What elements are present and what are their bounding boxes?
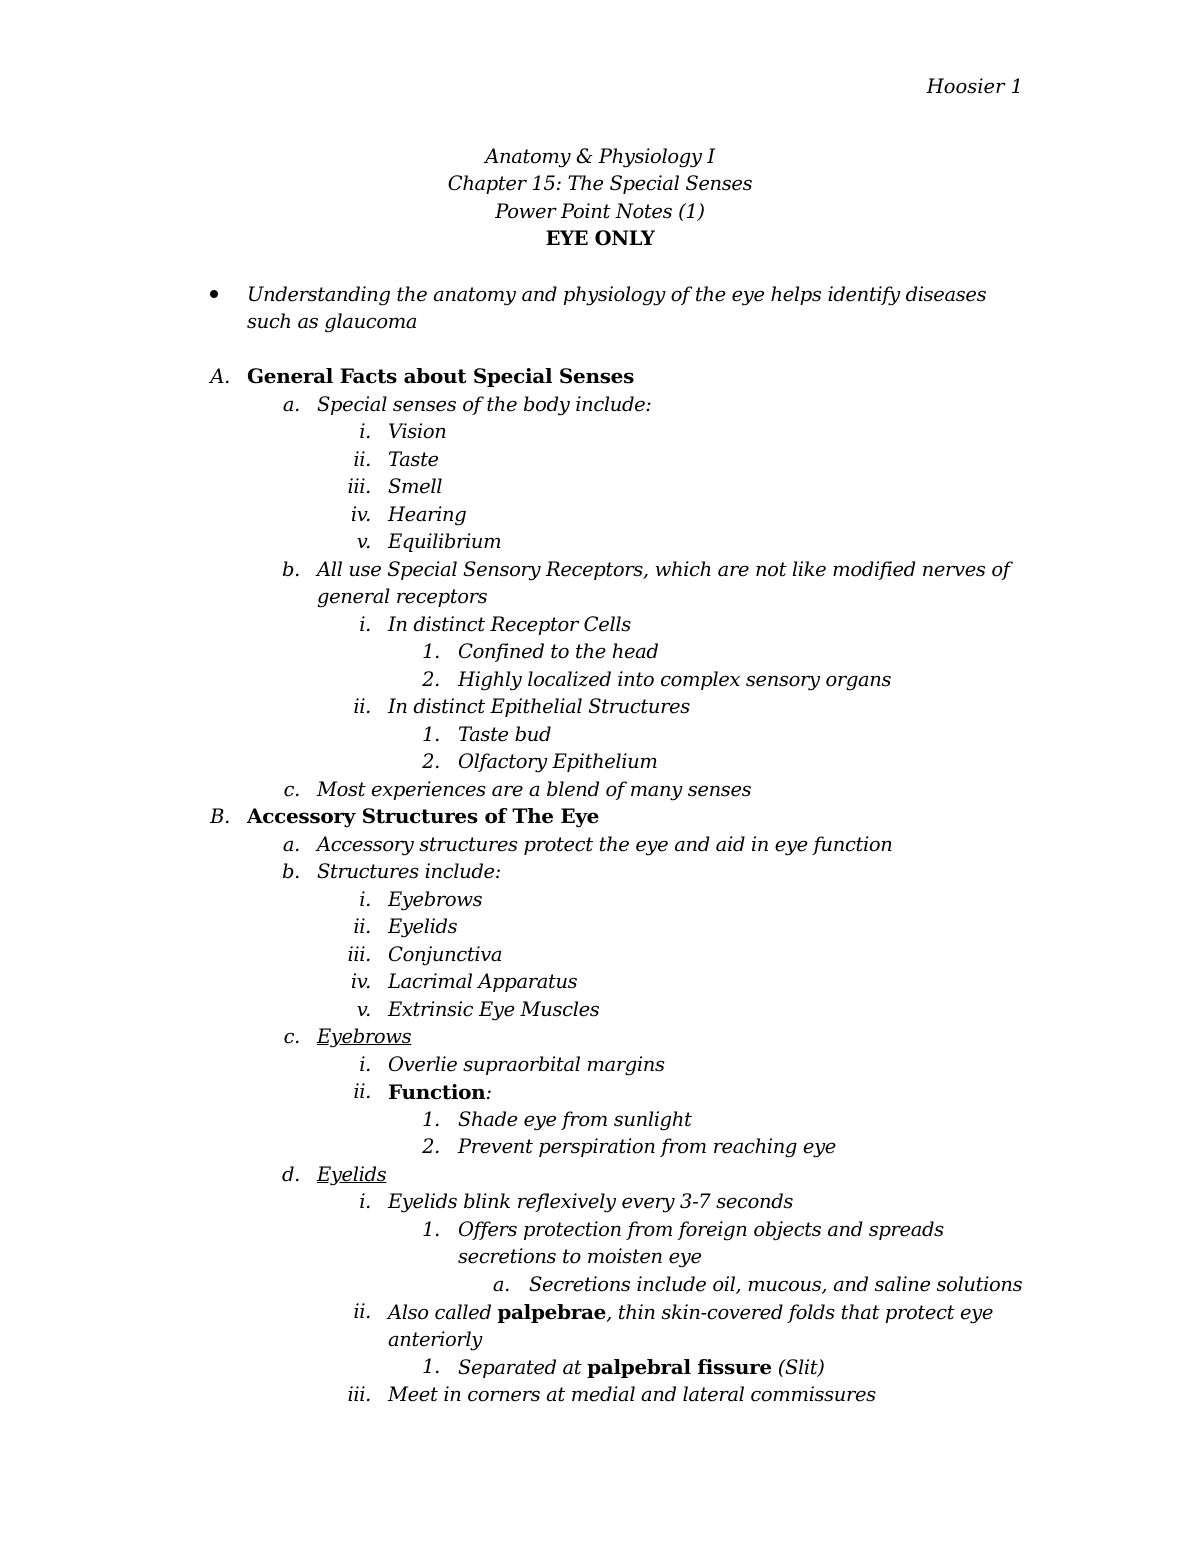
section-b-marker: B. bbox=[210, 805, 230, 828]
list-item: Conjunctiva bbox=[388, 943, 503, 966]
function-label: Function bbox=[388, 1080, 486, 1104]
list-marker: i. bbox=[359, 420, 371, 443]
section-b-title: Accessory Structures of The Eye bbox=[247, 804, 600, 828]
list-marker: ii. bbox=[353, 1080, 371, 1103]
function-colon: : bbox=[485, 1081, 492, 1104]
list-marker: 2. bbox=[422, 668, 440, 691]
list-item: Eyebrows bbox=[388, 888, 483, 911]
list-marker: 1. bbox=[422, 640, 440, 663]
list-item: Taste bbox=[388, 448, 439, 471]
list-marker: ii. bbox=[353, 915, 371, 938]
list-marker: iii. bbox=[347, 1383, 371, 1406]
list-item: Accessory structures protect the eye and aid in eye function bbox=[317, 833, 893, 856]
list-marker: iv. bbox=[350, 503, 371, 526]
scope-title: EYE ONLY bbox=[545, 227, 655, 250]
list-item: Lacrimal Apparatus bbox=[388, 970, 578, 993]
list-marker: ii. bbox=[353, 448, 371, 471]
list-item: Prevent perspiration from reaching eye bbox=[458, 1135, 836, 1158]
course-title: Anatomy & Physiology I bbox=[485, 145, 715, 168]
list-item: In distinct Epithelial Structures bbox=[388, 695, 690, 718]
list-marker: a. bbox=[492, 1273, 510, 1296]
list-item: Special senses of the body include: bbox=[317, 393, 652, 416]
list-marker: i. bbox=[359, 1053, 371, 1076]
list-marker: 2. bbox=[422, 750, 440, 773]
list-item: Structures include: bbox=[317, 860, 501, 883]
list-item: Eyelids blink reflexively every 3-7 seconds bbox=[388, 1190, 794, 1213]
notes-title: Power Point Notes (1) bbox=[495, 200, 705, 223]
list-item bbox=[458, 1355, 824, 1380]
list-item: Extrinsic Eye Muscles bbox=[388, 998, 600, 1021]
list-marker: 1. bbox=[422, 1108, 440, 1131]
list-marker: v. bbox=[356, 998, 371, 1021]
list-item: Offers protection from foreign objects and spreads bbox=[458, 1218, 944, 1241]
list-item-continuation: secretions to moisten eye bbox=[458, 1245, 702, 1268]
list-item: Highly localized into complex sensory organs bbox=[458, 668, 892, 691]
list-marker: iii. bbox=[347, 475, 371, 498]
list-item: Olfactory Epithelium bbox=[458, 750, 658, 773]
text-run: Also called bbox=[388, 1301, 498, 1324]
list-marker: i. bbox=[359, 613, 371, 636]
list-item bbox=[388, 1300, 993, 1325]
list-marker: d. bbox=[282, 1163, 300, 1186]
palpebral-fissure-term: palpebral fissure bbox=[587, 1355, 772, 1379]
list-item: Secretions include oil, mucous, and saline solutions bbox=[529, 1273, 1023, 1296]
list-item: Overlie supraorbital margins bbox=[388, 1053, 665, 1076]
list-item-continuation: general receptors bbox=[317, 585, 488, 608]
list-item: Vision bbox=[388, 420, 447, 443]
list-item: All use Special Sensory Receptors, which are not like modified nerves of bbox=[317, 558, 1010, 581]
list-marker: iii. bbox=[347, 943, 371, 966]
list-marker: v. bbox=[356, 530, 371, 553]
bullet-icon bbox=[210, 290, 218, 298]
list-item: Eyelids bbox=[388, 915, 458, 938]
list-item: Most experiences are a blend of many senses bbox=[317, 778, 752, 801]
chapter-title: Chapter 15: The Special Senses bbox=[447, 172, 753, 195]
list-marker: 1. bbox=[422, 1218, 440, 1241]
list-item: Shade eye from sunlight bbox=[458, 1108, 692, 1131]
list-marker: ii. bbox=[353, 695, 371, 718]
list-marker: i. bbox=[359, 1190, 371, 1213]
intro-line-2: such as glaucoma bbox=[247, 310, 418, 333]
list-marker: c. bbox=[283, 778, 300, 801]
text-run: Separated at bbox=[458, 1356, 588, 1379]
list-item: Equilibrium bbox=[388, 530, 502, 553]
list-item-continuation: anteriorly bbox=[388, 1328, 482, 1351]
list-item: Taste bud bbox=[458, 723, 552, 746]
list-marker: 1. bbox=[422, 1355, 440, 1378]
text-run: , thin skin-covered folds that protect eye bbox=[606, 1301, 994, 1324]
list-item bbox=[388, 1080, 492, 1105]
palpebrae-term: palpebrae bbox=[497, 1300, 607, 1324]
list-marker: b. bbox=[282, 860, 300, 883]
eyelids-heading: Eyelids bbox=[317, 1163, 387, 1186]
list-marker: ii. bbox=[353, 1300, 371, 1323]
list-marker: c. bbox=[283, 1025, 300, 1048]
page-header: Hoosier 1 bbox=[926, 75, 1023, 98]
list-item: Confined to the head bbox=[458, 640, 659, 663]
list-item: In distinct Receptor Cells bbox=[388, 613, 631, 636]
list-marker: a. bbox=[282, 833, 300, 856]
list-item: Meet in corners at medial and lateral commissures bbox=[388, 1383, 876, 1406]
section-a-marker: A. bbox=[210, 365, 230, 388]
section-a-title: General Facts about Special Senses bbox=[247, 364, 635, 388]
list-marker: iv. bbox=[350, 970, 371, 993]
list-item: Hearing bbox=[388, 503, 467, 526]
eyebrows-heading: Eyebrows bbox=[317, 1025, 412, 1048]
list-marker: 2. bbox=[422, 1135, 440, 1158]
list-marker: 1. bbox=[422, 723, 440, 746]
list-item: Smell bbox=[388, 475, 443, 498]
text-run: (Slit) bbox=[771, 1356, 825, 1379]
list-marker: i. bbox=[359, 888, 371, 911]
list-marker: b. bbox=[282, 558, 300, 581]
list-marker: a. bbox=[282, 393, 300, 416]
intro-line-1: Understanding the anatomy and physiology of the eye helps identify diseases bbox=[247, 283, 987, 306]
